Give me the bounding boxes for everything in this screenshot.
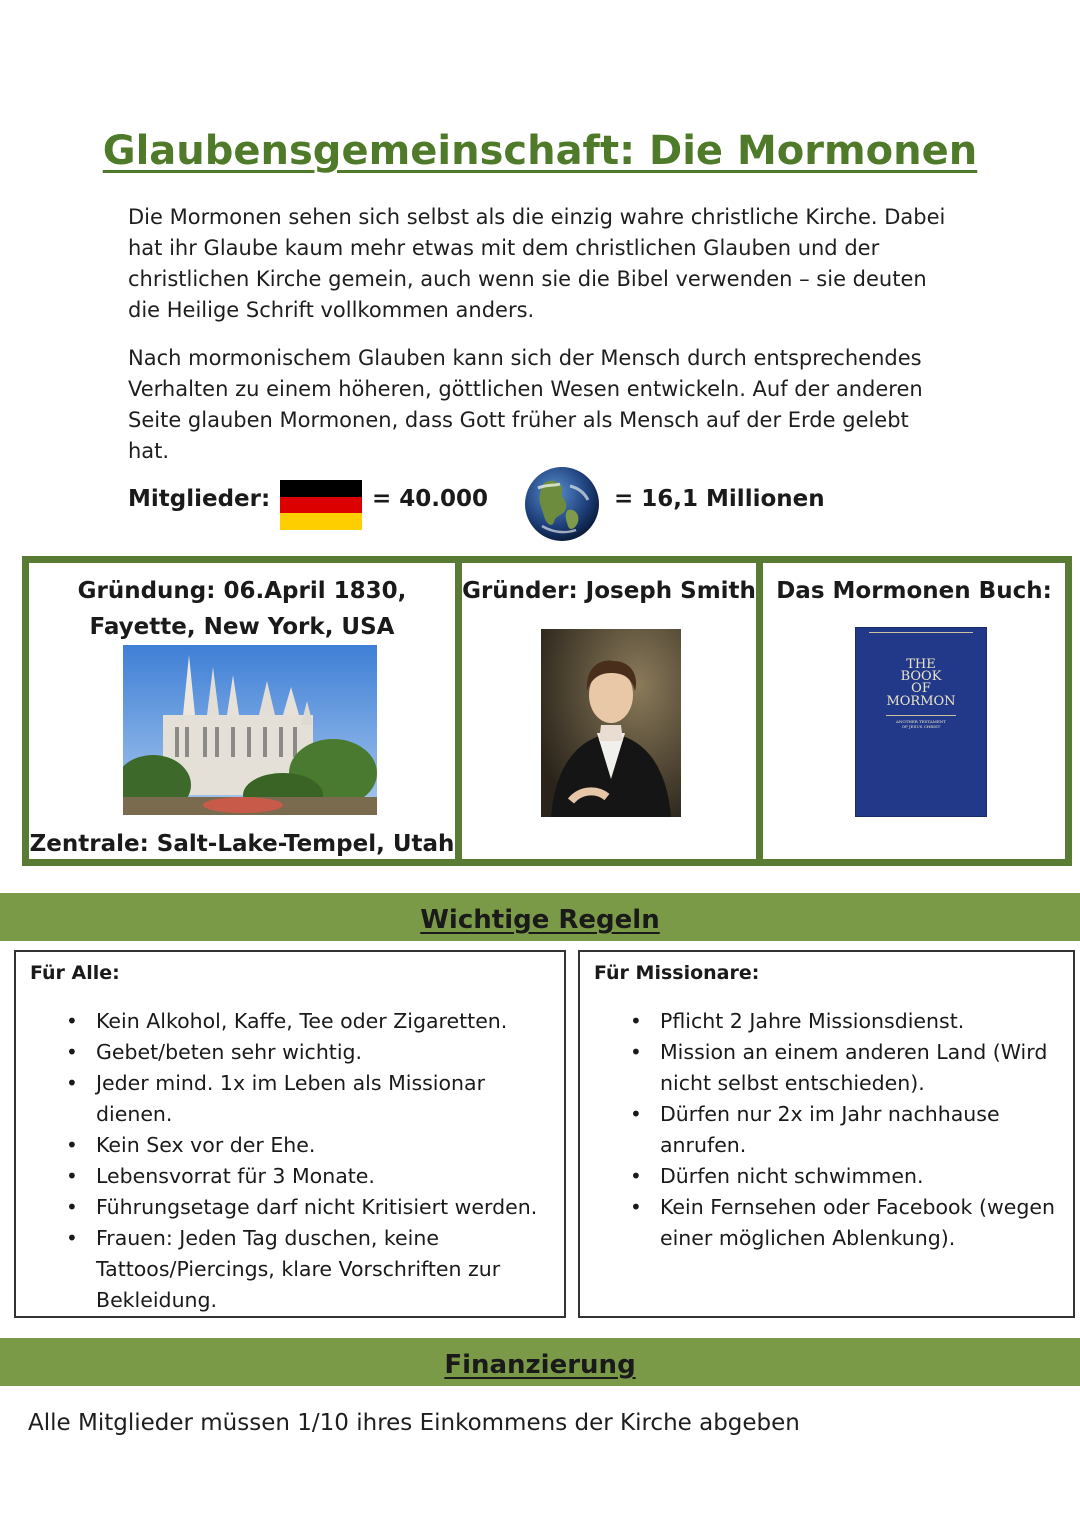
list-item: • Führungsetage darf nicht Kritisiert werden.	[96, 1192, 556, 1223]
rules-heading-bar	[0, 893, 1080, 941]
rules-heading: Wichtige Regeln	[420, 905, 660, 935]
list-item: • Gebet/beten sehr wichtig.	[96, 1037, 556, 1068]
column-divider	[756, 563, 763, 859]
book-cover-word: BOOK	[900, 669, 942, 684]
list-item: • Kein Sex vor der Ehe.	[96, 1130, 556, 1161]
list-item: • Mission an einem anderen Land (Wird nicht selbst entschieden).	[660, 1037, 1070, 1099]
book-heading: Das Mormonen Buch:	[776, 578, 1052, 604]
book-cover-subtitle: ANOTHER TESTAMENT	[896, 719, 946, 724]
list-item: • Lebensvorrat für 3 Monate.	[96, 1161, 556, 1192]
page-title: Glaubensgemeinschaft: Die Mormonen	[102, 128, 978, 174]
intro-paragraph-1: Die Mormonen sehen sich selbst als die einzig wahre christliche Kirche. Dabei hat ihr Glaube kaum mehr etwas mit dem christlichen Glauben und der christlichen Kirche gemein, auch wenn sie die Bibel verwenden – sie deuten die Heilige Schrift vollkommen anders.	[128, 205, 946, 322]
rules-all-box	[14, 950, 566, 1318]
rules-missionaries-heading: Für Missionare:	[594, 962, 760, 984]
finance-text: Alle Mitglieder müssen 1/10 ihres Einkommens der Kirche abgeben	[28, 1410, 800, 1436]
book-of-mormon-image	[855, 627, 987, 817]
founder-column	[462, 563, 756, 859]
column-divider	[455, 563, 462, 859]
headquarters-text: Zentrale: Salt-Lake-Tempel, Utah	[29, 831, 455, 857]
germany-flag-icon	[280, 480, 362, 530]
list-item: • Kein Fernsehen oder Facebook (wegen einer möglichen Ablenkung).	[660, 1192, 1070, 1254]
founder-text: Gründer: Joseph Smith	[462, 578, 756, 604]
list-item: • Kein Alkohol, Kaffe, Tee oder Zigaretten.	[96, 1006, 556, 1037]
founding-text: Gründung: 06.April 1830, Fayette, New York, USA	[77, 578, 407, 640]
list-item: • Jeder mind. 1x im Leben als Missionar dienen.	[96, 1068, 556, 1130]
list-item: • Pflicht 2 Jahre Missionsdienst.	[660, 1006, 1070, 1037]
members-label: Mitglieder:	[128, 486, 271, 512]
book-cover-word: OF	[911, 681, 931, 696]
rules-missionaries-list	[660, 1006, 1070, 1254]
members-world: = 16,1 Millionen	[614, 486, 825, 512]
rules-all-heading: Für Alle:	[30, 962, 120, 984]
book-cover-subtitle: OF JESUS CHRIST	[901, 724, 941, 729]
members-germany: = 40.000	[372, 486, 489, 512]
info-box	[22, 556, 1072, 866]
founding-column	[29, 563, 455, 859]
rules-missionaries-box	[578, 950, 1075, 1318]
list-item: • Frauen: Jeden Tag duschen, keine Tattoos/Piercings, klare Vorschriften zur Bekleidung.	[96, 1223, 556, 1316]
temple-image	[123, 645, 377, 815]
rules-all-list	[96, 1006, 556, 1316]
list-item: • Dürfen nicht schwimmen.	[660, 1161, 1070, 1192]
book-cover-word: THE	[906, 657, 936, 672]
finance-heading: Finanzierung	[444, 1350, 636, 1380]
members-row	[128, 468, 928, 540]
globe-icon	[524, 466, 600, 542]
book-column	[763, 563, 1065, 859]
list-item: • Dürfen nur 2x im Jahr nachhause anrufen.	[660, 1099, 1070, 1161]
intro-paragraph-2: Nach mormonischem Glauben kann sich der Mensch durch entsprechendes Verhalten zu einem höheren, göttlichen Wesen entwickeln. Auf der anderen Seite glauben Mormonen, dass Gott früher als Mensch auf der Erde gelebt hat.	[128, 346, 923, 463]
founder-portrait-image	[541, 629, 681, 817]
book-cover-word: MORMON	[886, 694, 956, 709]
finance-heading-bar	[0, 1338, 1080, 1386]
